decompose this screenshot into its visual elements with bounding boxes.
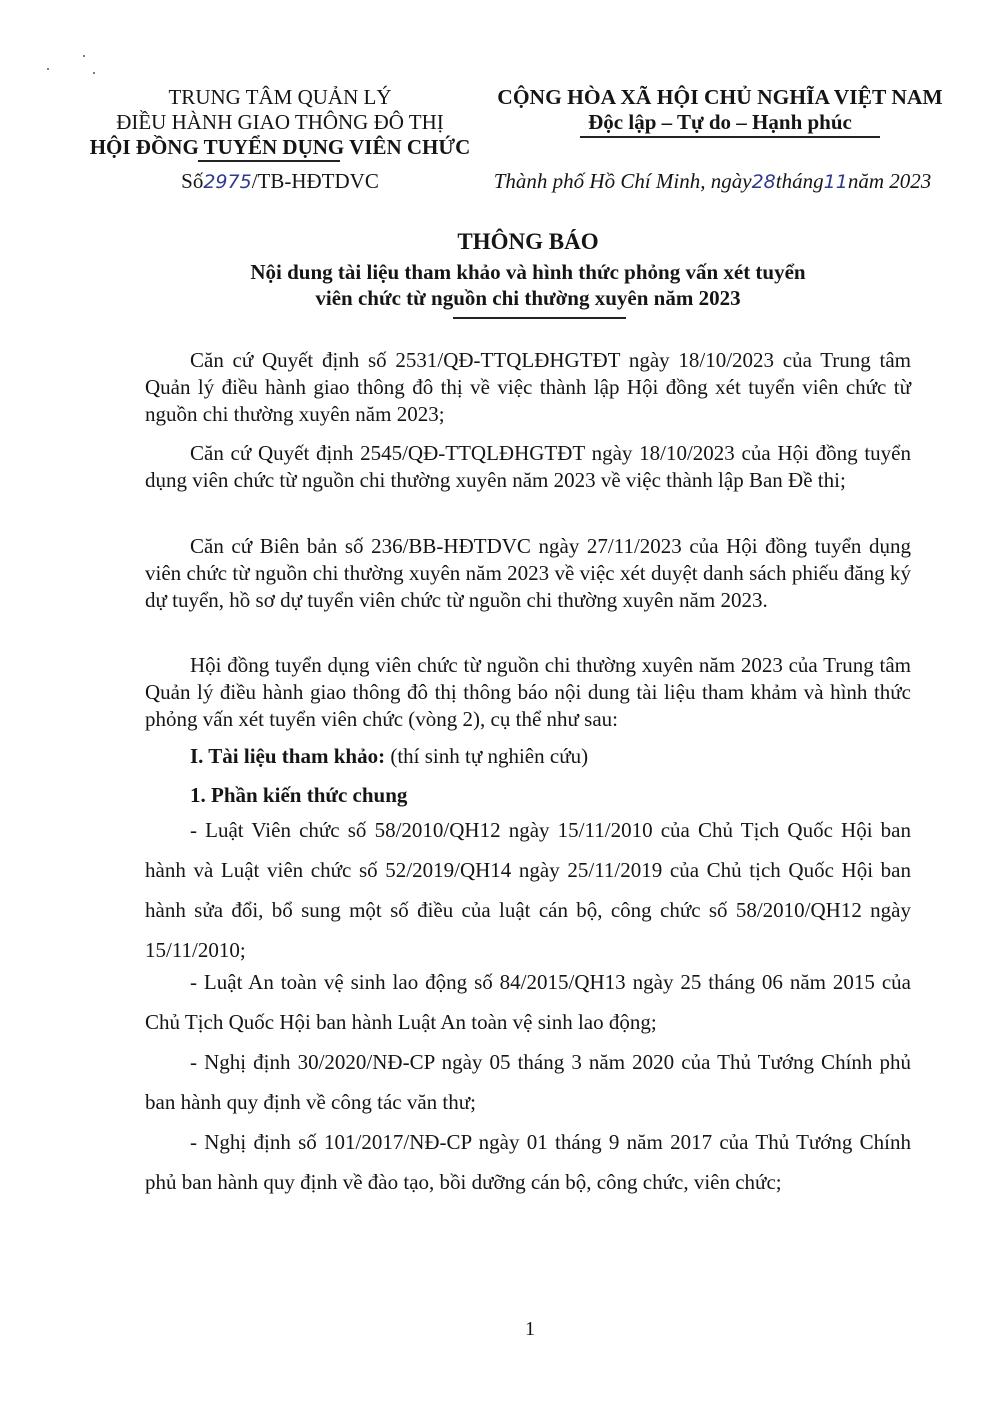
date-mid: tháng (775, 169, 824, 193)
paragraph-basis-2: Căn cứ Quyết định 2545/QĐ-TTQLĐHGTĐT ngày 18/10/2023 của Hội đồng tuyển dụng viên chức từ nguồn chi thường xuyên năm 2023 về việc thành lập Ban Đề thi; (145, 441, 911, 492)
paragraph-basis-1: Căn cứ Quyết định số 2531/QĐ-TTQLĐHGTĐT ngày 18/10/2023 của Trung tâm Quản lý điều hành giao thông đô thị về việc thành lập Hội đồng xét tuyển viên chức từ nguồn chi thường xuyên năm 2023; (145, 348, 911, 426)
paragraph-announcement: Hội đồng tuyển dụng viên chức từ nguồn chi thường xuyên năm 2023 của Trung tâm Quản lý điều hành giao thông đô thị thông báo nội dung tài liệu tham khảm và hình thức phỏng vấn xét tuyển viên chức (vòng 2), cụ thể như sau: (145, 653, 911, 731)
list-item-1: - Luật Viên chức số 58/2010/QH12 ngày 15/11/2010 của Chủ Tịch Quốc Hội ban hành và Luật viên chức số 52/2019/QH14 ngày 25/11/2019 của Chủ tịch Quốc Hội ban hành sửa đổi, bổ sung một số điều của luật cán bộ, công chức số 58/2010/QH12 ngày 15/11/2010; (145, 818, 911, 962)
date-month-handwritten: 11 (823, 171, 848, 193)
council-name: HỘI ĐỒNG TUYỂN DỤNG VIÊN CHỨC (89, 135, 471, 159)
doc-no-prefix: Số (181, 169, 204, 193)
date-prefix: Thành phố Hồ Chí Minh, ngày (493, 169, 752, 193)
document-number (85, 168, 475, 195)
document-subtitle-line2: viên chức từ nguồn chi thường xuyên năm 2023 (315, 286, 741, 310)
date-suffix: năm 2023 (847, 169, 932, 193)
section-1-title: I. Tài liệu tham khảo: (190, 744, 386, 768)
council-underline (198, 160, 340, 162)
document-subtitle-line1: Nội dung tài liệu tham khảo và hình thức phỏng vấn xét tuyển (250, 260, 806, 284)
paragraph-basis-3: Căn cứ Biên bản số 236/BB-HĐTDVC ngày 27/11/2023 của Hội đồng tuyển dụng viên chức từ nguồn chi thường xuyên năm 2023 về việc xét duyệt danh sách phiếu đăng ký dự tuyển, hồ sơ dự tuyển viên chức từ nguồn chi thường xuyên năm 2023. (145, 534, 911, 612)
place-date (450, 168, 975, 195)
list-item-3: - Nghị định 30/2020/NĐ-CP ngày 05 tháng 3 năm 2020 của Thủ Tướng Chính phủ ban hành quy định về công tác văn thư; (145, 1050, 911, 1114)
title-underline (453, 317, 626, 319)
national-motto: Độc lập – Tự do – Hạnh phúc (588, 110, 852, 134)
document-title: THÔNG BÁO (457, 229, 599, 254)
doc-no-suffix: /TB-HĐTDVC (251, 169, 379, 193)
page-number: 1 (525, 1318, 535, 1340)
section-1-heading (145, 743, 911, 770)
list-item-2: - Luật An toàn vệ sinh lao động số 84/2015/QH13 ngày 25 tháng 06 năm 2015 của Chủ Tịch Quốc Hội ban hành Luật An toàn vệ sinh lao động; (145, 970, 911, 1034)
national-title: CỘNG HÒA XÃ HỘI CHỦ NGHĨA VIỆT NAM (497, 85, 943, 109)
list-item-4: - Nghị định số 101/2017/NĐ-CP ngày 01 tháng 9 năm 2017 của Thủ Tướng Chính phủ ban hành quy định về đào tạo, bồi dưỡng cán bộ, công chức, viên chức; (145, 1130, 911, 1194)
doc-no-handwritten: 2975 (203, 171, 252, 193)
agency-name-line2: ĐIỀU HÀNH GIAO THÔNG ĐÔ THỊ (116, 110, 444, 134)
section-1-note: (thí sinh tự nghiên cứu) (385, 744, 589, 768)
date-day-handwritten: 28 (751, 171, 776, 193)
motto-underline (580, 136, 880, 138)
agency-name-line1: TRUNG TÂM QUẢN LÝ (168, 85, 392, 109)
subsection-1-heading: 1. Phần kiến thức chung (190, 783, 408, 807)
